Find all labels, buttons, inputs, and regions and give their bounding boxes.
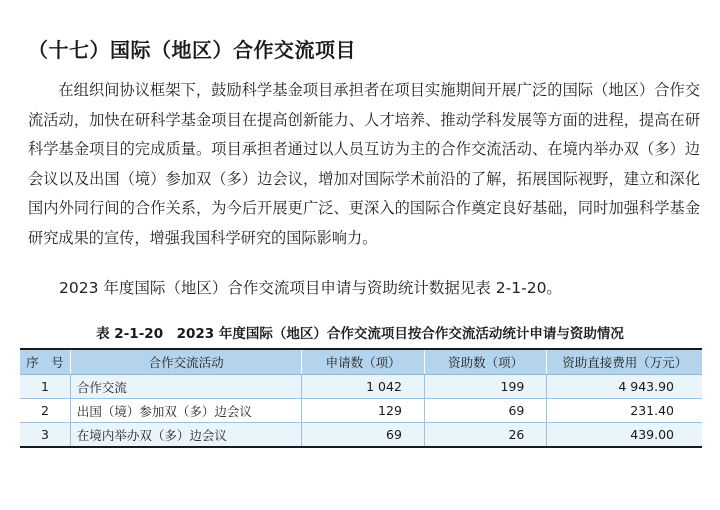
cell-funded: 69 — [424, 399, 546, 423]
cell-funded: 199 — [424, 375, 546, 399]
cell-applications: 1 042 — [302, 375, 424, 399]
cell-activity: 合作交流 — [70, 375, 302, 399]
table-row — [20, 399, 702, 423]
cell-activity: 在境内举办双（多）边会议 — [70, 423, 302, 448]
header-funded: 资助数（项） — [424, 349, 546, 375]
cell-direct-cost: 4 943.90 — [547, 375, 702, 399]
table-row — [20, 423, 702, 448]
header-direct-cost: 资助直接费用（万元） — [547, 349, 702, 375]
cell-direct-cost: 439.00 — [547, 423, 702, 448]
table-row — [20, 375, 702, 399]
cell-no: 2 — [20, 399, 70, 423]
summary-line: 2023 年度国际（地区）合作交流项目申请与资助统计数据见表 2-1-20。 — [59, 279, 562, 297]
header-applications: 申请数（项） — [302, 349, 424, 375]
header-activity: 合作交流活动 — [70, 349, 302, 375]
cell-applications: 69 — [302, 423, 424, 448]
table-header-row — [20, 349, 702, 375]
table-caption: 表 2-1-20 2023 年度国际（地区）合作交流项目按合作交流活动统计申请与资助情况 — [96, 326, 624, 342]
cell-funded: 26 — [424, 423, 546, 448]
statistics-table — [20, 348, 702, 448]
cell-no: 1 — [20, 375, 70, 399]
body-paragraph: 在组织间协议框架下，鼓励科学基金项目承担者在项目实施期间开展广泛的国际（地区）合作交流活动，加快在研科学基金项目在提高创新能力、人才培养、推动学科发展等方面的进程，提高在研科学基金项目的完成质量。项目承担者通过以人员互访为主的合作交流活动、在境内举办双（多）边会议以及出国（境）参加双（多）边会议，增加对国际学术前沿的了解，拓展国际视野，建立和深化国内外同行间的合作关系，为今后开展更广泛、更深入的国际合作奠定良好基础，同时加强科学基金研究成果的宣传，增强我国科学研究的国际影响力。 — [28, 81, 700, 247]
header-no: 序 号 — [20, 349, 70, 375]
cell-no: 3 — [20, 423, 70, 448]
cell-activity: 出国（境）参加双（多）边会议 — [70, 399, 302, 423]
section-title: （十七）国际（地区）合作交流项目 — [28, 38, 356, 62]
body-paragraph-block — [28, 76, 700, 254]
cell-applications: 129 — [302, 399, 424, 423]
cell-direct-cost: 231.40 — [547, 399, 702, 423]
